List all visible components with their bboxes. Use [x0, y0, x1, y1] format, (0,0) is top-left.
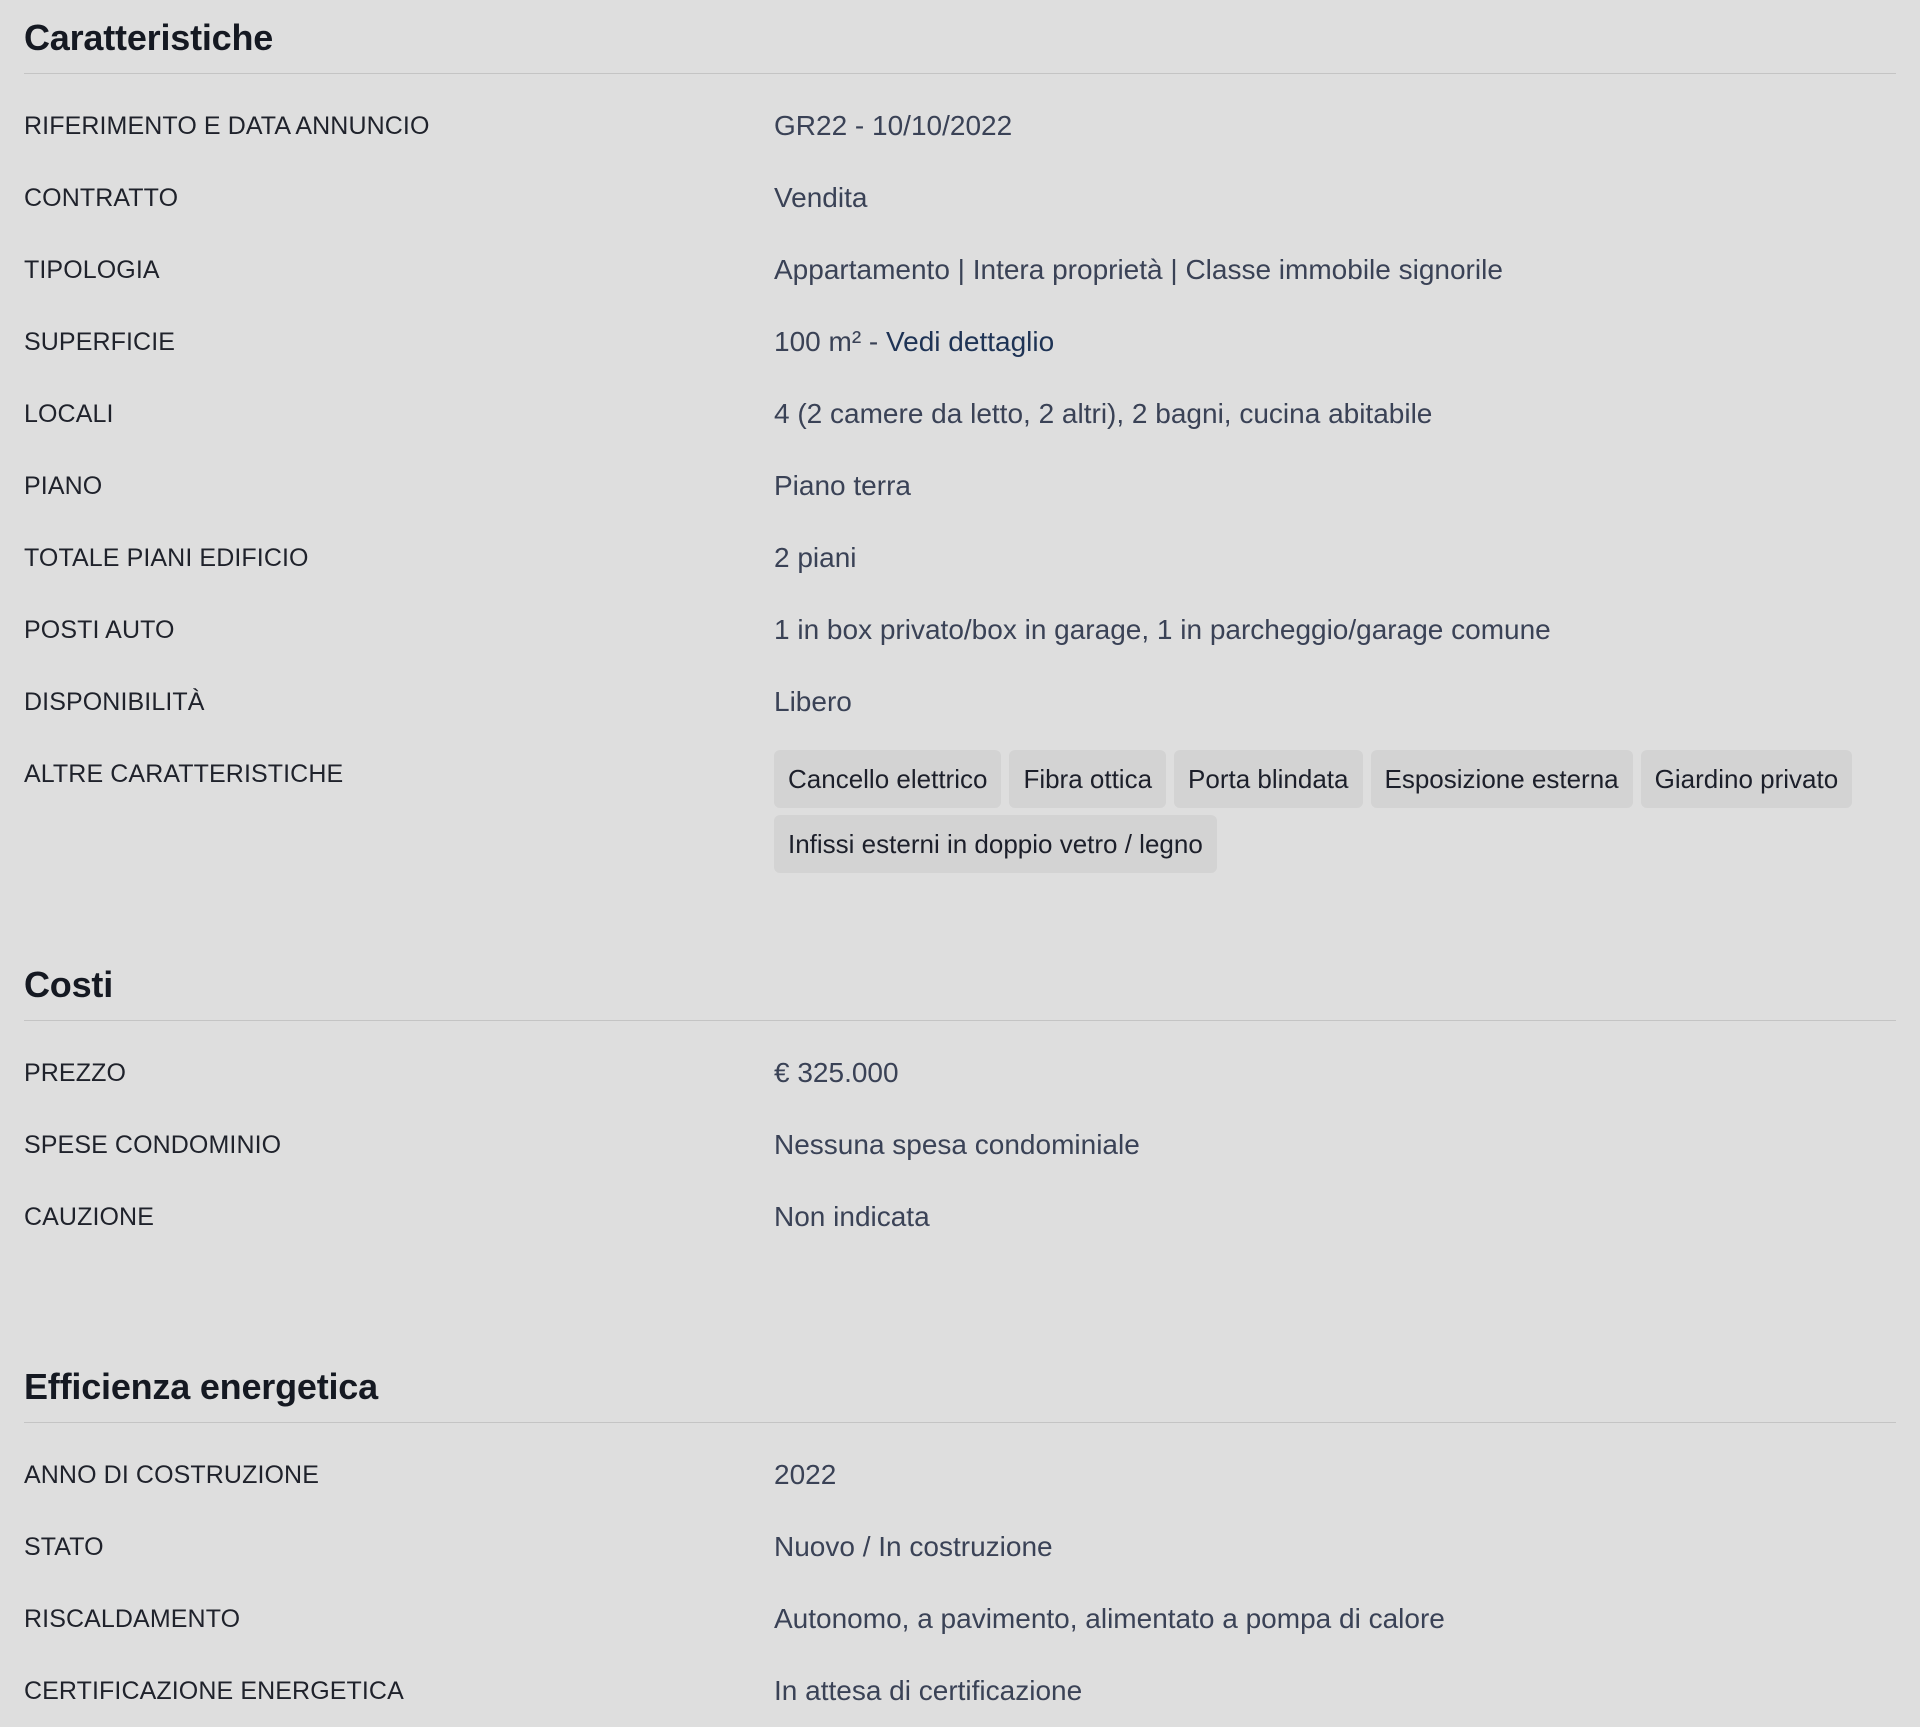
section-costi — [24, 947, 1896, 1253]
row-label: PREZZO — [24, 1059, 126, 1087]
row-disponibilita — [24, 666, 1896, 738]
row-label: ANNO DI COSTRUZIONE — [24, 1461, 319, 1489]
section-efficienza-energetica — [24, 1349, 1896, 1727]
row-value: Autonomo, a pavimento, alimentato a pompa di calore — [774, 1603, 1445, 1634]
row-cauzione — [24, 1181, 1896, 1253]
feature-tag: Esposizione esterna — [1371, 750, 1633, 808]
efficienza-rows — [24, 1423, 1896, 1727]
feature-tag: Fibra ottica — [1009, 750, 1166, 808]
row-value: 1 in box privato/box in garage, 1 in parcheggio/garage comune — [774, 614, 1551, 645]
row-value: Appartamento | Intera proprietà | Classe immobile signorile — [774, 254, 1503, 285]
caratteristiche-rows — [24, 74, 1896, 873]
row-label: DISPONIBILITÀ — [24, 688, 205, 716]
row-tipologia — [24, 234, 1896, 306]
row-value-superficie — [774, 306, 1896, 378]
feature-tag: Cancello elettrico — [774, 750, 1001, 808]
row-label: RIFERIMENTO E DATA ANNUNCIO — [24, 112, 430, 140]
section-caratteristiche — [24, 0, 1896, 873]
row-label: CAUZIONE — [24, 1203, 154, 1231]
feature-tag: Infissi esterni in doppio vetro / legno — [774, 815, 1217, 873]
row-totale-piani — [24, 522, 1896, 594]
row-value: Libero — [774, 686, 852, 717]
superficie-value: 100 m² - — [774, 326, 887, 357]
row-value: Non indicata — [774, 1201, 930, 1232]
row-posti-auto — [24, 594, 1896, 666]
row-spese-condominio — [24, 1109, 1896, 1181]
row-value: 2022 — [774, 1459, 837, 1490]
row-value: Piano terra — [774, 470, 911, 501]
row-label: POSTI AUTO — [24, 616, 175, 644]
row-value: Vendita — [774, 182, 868, 213]
costi-rows — [24, 1021, 1896, 1253]
section-title-costi: Costi — [24, 947, 1896, 1021]
row-contratto — [24, 162, 1896, 234]
feature-tag: Giardino privato — [1641, 750, 1853, 808]
row-superficie — [24, 306, 1896, 378]
row-anno-costruzione — [24, 1439, 1896, 1511]
row-label: SUPERFICIE — [24, 328, 176, 356]
feature-tag: Porta blindata — [1174, 750, 1362, 808]
row-label: CONTRATTO — [24, 184, 179, 212]
vedi-dettaglio-link[interactable]: Vedi dettaglio — [886, 326, 1055, 357]
row-riferimento — [24, 90, 1896, 162]
feature-tags — [774, 738, 1896, 873]
row-label: PIANO — [24, 472, 103, 500]
row-stato — [24, 1511, 1896, 1583]
row-label: CERTIFICAZIONE ENERGETICA — [24, 1677, 404, 1705]
row-value: In attesa di certificazione — [774, 1675, 1083, 1706]
row-riscaldamento — [24, 1583, 1896, 1655]
row-label: SPESE CONDOMINIO — [24, 1131, 282, 1159]
row-value: 2 piani — [774, 542, 857, 573]
row-value: Nuovo / In costruzione — [774, 1531, 1053, 1562]
row-value: € 325.000 — [774, 1057, 899, 1088]
row-value: Nessuna spesa condominiale — [774, 1129, 1140, 1160]
row-label: LOCALI — [24, 400, 114, 428]
row-label: ALTRE CARATTERISTICHE — [24, 760, 344, 788]
row-label: TIPOLOGIA — [24, 256, 160, 284]
row-prezzo — [24, 1037, 1896, 1109]
row-value: GR22 - 10/10/2022 — [774, 110, 1013, 141]
row-label: TOTALE PIANI EDIFICIO — [24, 544, 309, 572]
row-piano — [24, 450, 1896, 522]
row-certificazione-energetica — [24, 1655, 1896, 1727]
row-altre-caratteristiche — [24, 738, 1896, 873]
row-locali — [24, 378, 1896, 450]
row-label: RISCALDAMENTO — [24, 1605, 241, 1633]
row-label: STATO — [24, 1533, 104, 1561]
section-title-caratteristiche: Caratteristiche — [24, 0, 1896, 74]
section-title-efficienza: Efficienza energetica — [24, 1349, 1896, 1423]
row-value: 4 (2 camere da letto, 2 altri), 2 bagni, cucina abitabile — [774, 398, 1433, 429]
